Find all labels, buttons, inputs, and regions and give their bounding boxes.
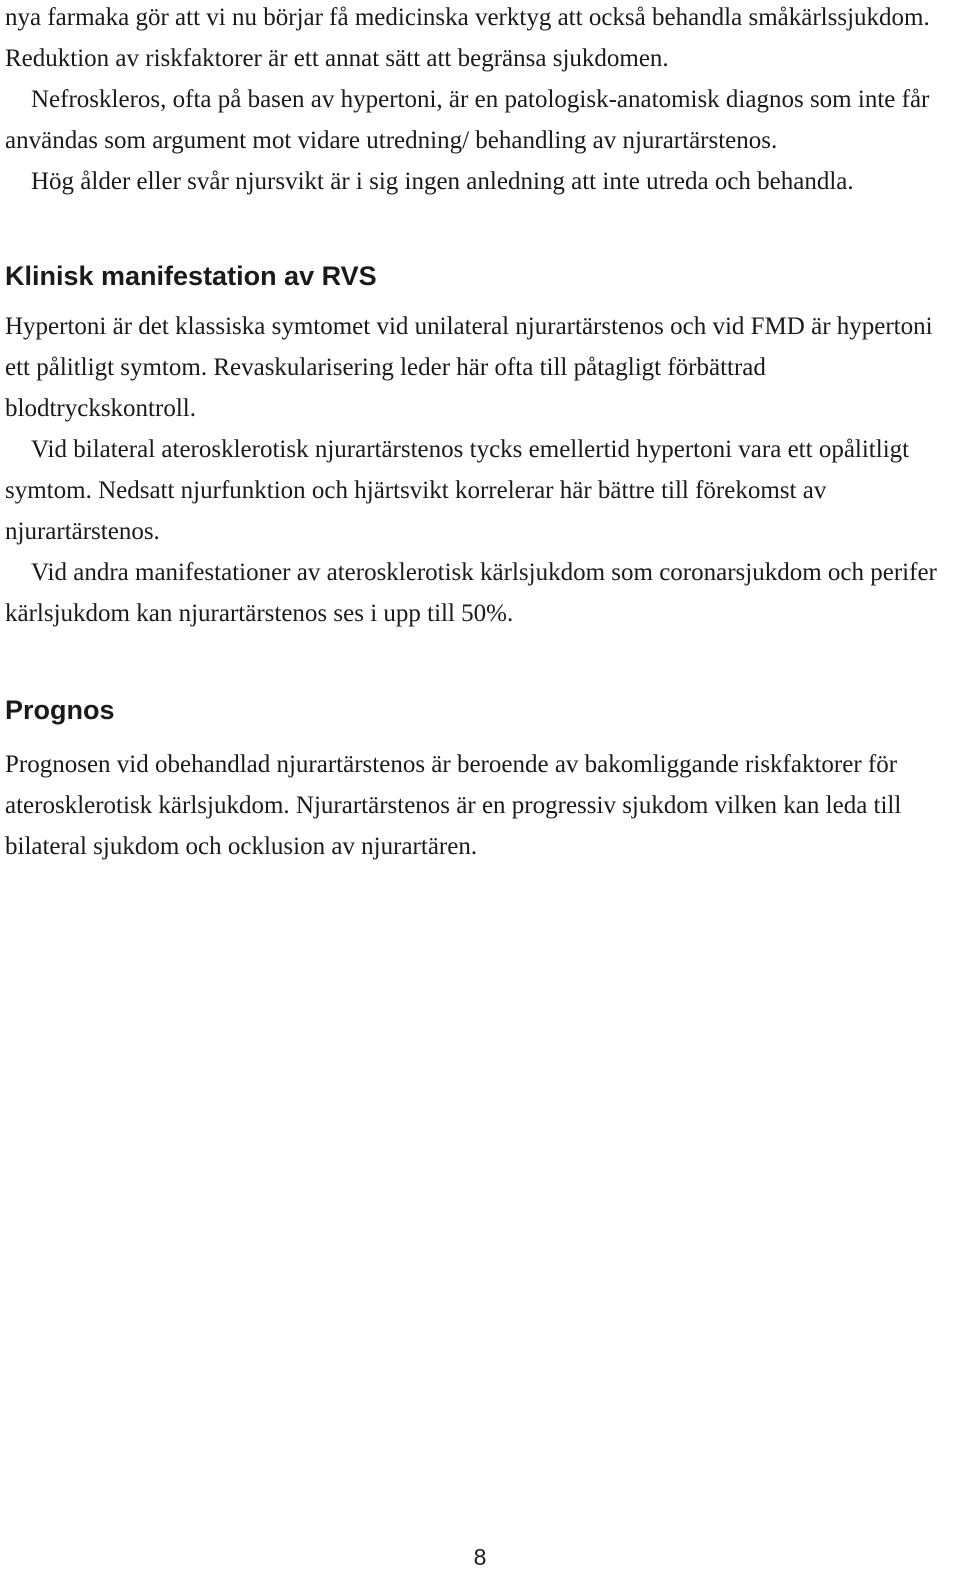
document-page (5, 0, 955, 867)
intro-paragraph-1: nya farmaka gör att vi nu börjar få medicinska verktyg att också behandla småkärlssjukdom. Reduktion av riskfaktorer är ett annat sätt att begränsa sjukdomen. (5, 4, 930, 72)
section-heading-prognos: Prognos (5, 695, 115, 725)
intro-paragraph-3: Hög ålder eller svår njursvikt är i sig ingen anledning att inte utreda och behandla. (31, 168, 854, 195)
intro-paragraph-2: Nefroskleros, ofta på basen av hypertoni, är en patologisk-anatomisk diagnos som inte får användas som argument mot vidare utredning/ behandling av njurartärstenos. (5, 86, 930, 154)
klinisk-paragraph-3: Vid andra manifestationer av aterosklerotisk kärlsjukdom som coronarsjukdom och perifer kärlsjukdom kan njurartärstenos ses i upp till 50%. (5, 559, 937, 627)
page-number: 8 (473, 1544, 487, 1570)
section-heading-klinisk: Klinisk manifestation av RVS (5, 261, 377, 291)
prognos-section (5, 692, 955, 867)
klinisk-section (5, 258, 955, 634)
klinisk-paragraph-2: Vid bilateral aterosklerotisk njurartärstenos tycks emellertid hypertoni vara ett opålitligt symtom. Nedsatt njurfunktion och hjärtsvikt korrelerar här bättre till förekomst av njurartärstenos. (5, 436, 910, 545)
prognos-paragraph-1: Prognosen vid obehandlad njurartärstenos är beroende av bakomliggande riskfaktorer för aterosklerotisk kärlsjukdom. Njurartärstenos är en progressiv sjukdom vilken kan leda till bilateral sjukdom och ocklusion av njurartären. (5, 751, 902, 860)
klinisk-paragraph-1: Hypertoni är det klassiska symtomet vid unilateral njurartärstenos och vid FMD är hypertoni ett pålitligt symtom. Revaskularisering leder här ofta till påtagligt förbättrad blodtryckskontroll. (5, 313, 933, 422)
intro-section (5, 0, 955, 202)
